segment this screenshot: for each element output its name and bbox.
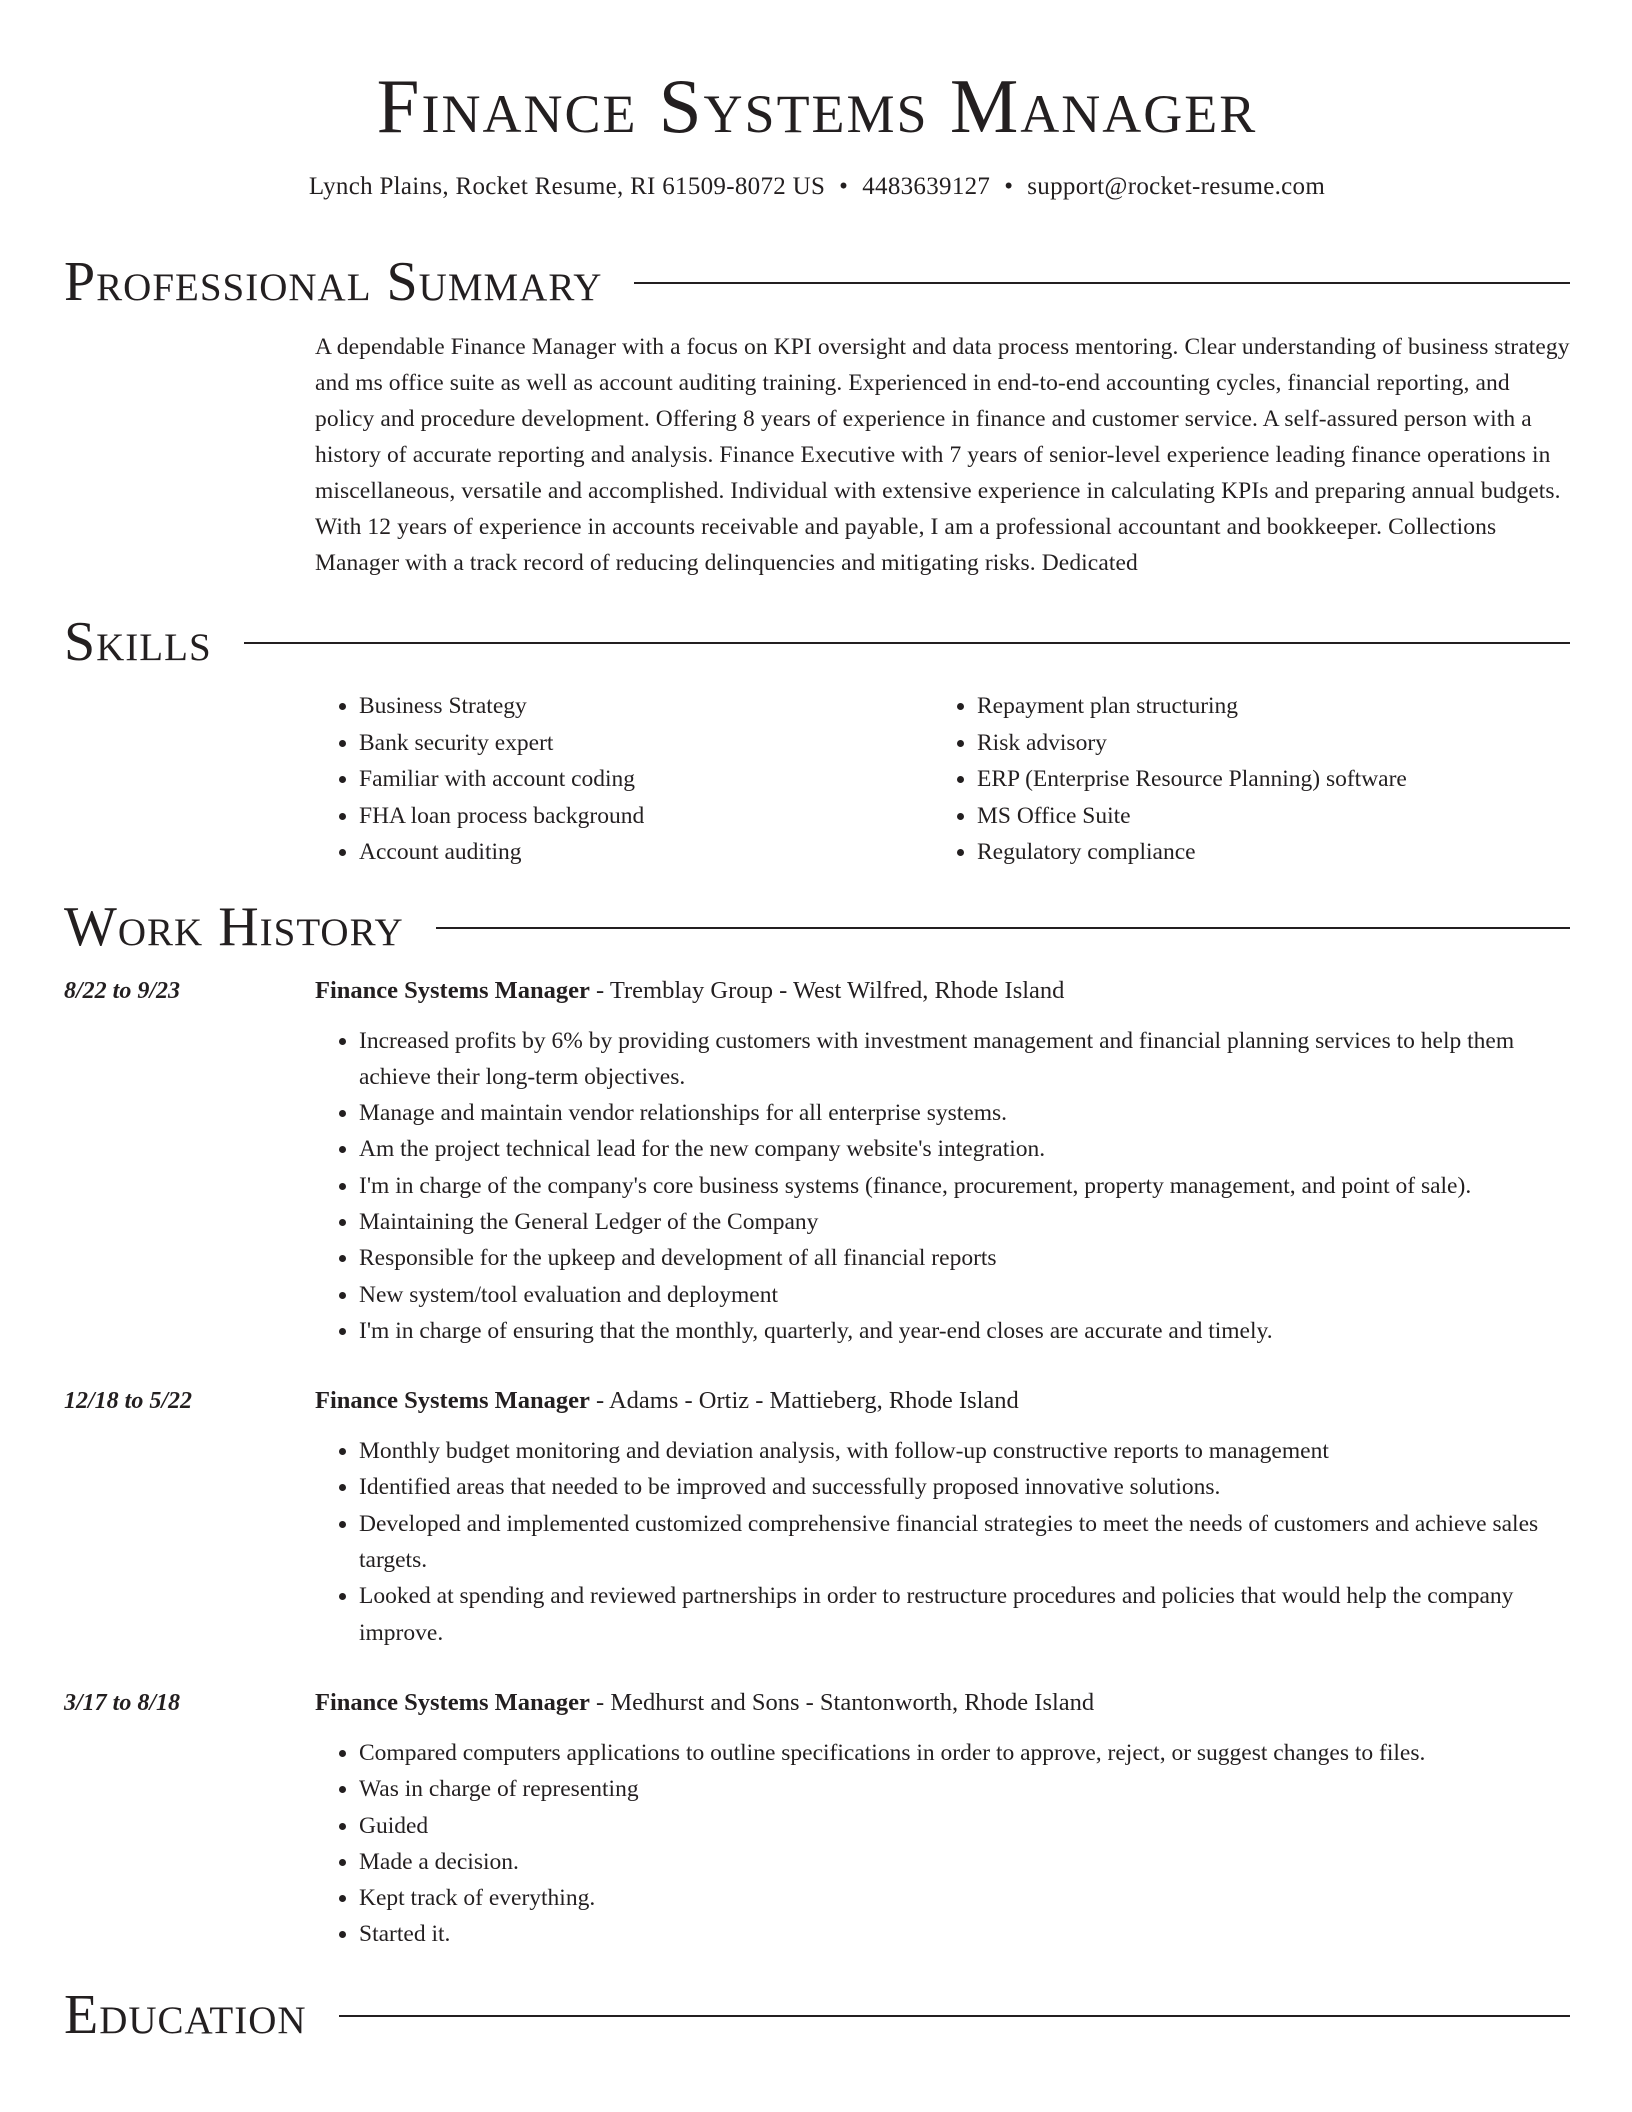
skills-heading: Skills xyxy=(64,611,212,673)
summary-heading: Professional Summary xyxy=(64,251,603,313)
job-title: Finance Systems Manager xyxy=(315,1387,590,1415)
job-bullet: • Monthly budget monitoring and deviation analysis, with follow-up constructive reports to management xyxy=(359,1433,1570,1469)
job-bullet: • Made a decision. xyxy=(359,1844,1570,1880)
job-bullet: • Am the project technical lead for the new company website's integration. xyxy=(359,1131,1570,1167)
job-bullet: • Developed and implemented customized comprehensive financial strategies to meet the needs of customers and achieve sales targets. xyxy=(359,1506,1570,1579)
job-header xyxy=(64,1685,1570,1721)
job-entry xyxy=(64,973,1570,1350)
contact-separator: • xyxy=(1004,173,1014,200)
skill-item: • Bank security expert xyxy=(359,725,933,762)
job-company-location: - Adams - Ortiz - Mattieberg, Rhode Island xyxy=(589,1387,1019,1415)
job-entry xyxy=(64,1685,1570,1953)
contact-separator: • xyxy=(839,173,849,200)
job-header xyxy=(64,973,1570,1009)
job-bullet: • Looked at spending and reviewed partnerships in order to restructure procedures and policies that would help the company improve. xyxy=(359,1578,1570,1651)
job-bullet: • Guided xyxy=(359,1808,1570,1844)
job-title: Finance Systems Manager xyxy=(315,1688,590,1716)
job-bullet: • Maintaining the General Ledger of the Company xyxy=(359,1204,1570,1240)
skill-item: • Business Strategy xyxy=(359,688,933,725)
job-bullet: • New system/tool evaluation and deployment xyxy=(359,1277,1570,1313)
section-divider xyxy=(244,642,1570,644)
job-bullet: • Compared computers applications to outline specifications in order to approve, reject, or suggest changes to files. xyxy=(359,1735,1570,1771)
section-divider xyxy=(339,2015,1570,2017)
job-bullet: • Responsible for the upkeep and development of all financial reports xyxy=(359,1240,1570,1276)
job-bullet: • Was in charge of representing xyxy=(359,1771,1570,1807)
job-bullet: • I'm in charge of the company's core business systems (finance, procurement, property management, and point of sale). xyxy=(359,1168,1570,1204)
skills-section-heading xyxy=(64,610,1570,674)
skill-item: • Repayment plan structuring xyxy=(977,688,1570,725)
job-company-location: - Tremblay Group - West Wilfred, Rhode Island xyxy=(589,976,1065,1004)
job-bullet: • Kept track of everything. xyxy=(359,1880,1570,1916)
job-bullet: • Increased profits by 6% by providing customers with investment management and financial planning services to help them achieve their long-term objectives. xyxy=(359,1023,1570,1096)
work-section-heading xyxy=(64,895,1570,959)
job-bullet: • Started it. xyxy=(359,1916,1570,1952)
work-heading: Work History xyxy=(64,895,404,958)
job-dates: 8/22 to 9/23 xyxy=(64,977,181,1004)
skill-item: • ERP (Enterprise Resource Planning) software xyxy=(977,761,1570,798)
job-bullet: • I'm in charge of ensuring that the monthly, quarterly, and year-end closes are accurate and timely. xyxy=(359,1313,1570,1349)
email: support@rocket-resume.com xyxy=(1027,173,1326,200)
resume-page xyxy=(64,0,1570,2047)
job-company-location: - Medhurst and Sons - Stantonworth, Rhode Island xyxy=(589,1688,1095,1716)
skill-item: • MS Office Suite xyxy=(977,798,1570,835)
job-title-line xyxy=(315,1685,1094,1721)
section-divider xyxy=(634,282,1570,284)
job-bullets xyxy=(315,1023,1570,1350)
job-bullets xyxy=(315,1735,1570,1953)
job-title-line xyxy=(315,1383,1019,1419)
skill-item: • Account auditing xyxy=(359,834,933,871)
skill-item: • Risk advisory xyxy=(977,725,1570,762)
job-bullet: • Manage and maintain vendor relationships for all enterprise systems. xyxy=(359,1095,1570,1131)
job-title-line xyxy=(315,973,1064,1009)
skill-item: • Regulatory compliance xyxy=(977,834,1570,871)
skill-item: • Familiar with account coding xyxy=(359,761,933,798)
contact-line xyxy=(64,172,1570,202)
address: Lynch Plains, Rocket Resume, RI 61509-8072 US xyxy=(308,173,826,200)
section-divider xyxy=(436,927,1570,929)
job-title: Finance Systems Manager xyxy=(315,976,590,1004)
phone: 4483639127 xyxy=(862,173,991,200)
job-entry xyxy=(64,1383,1570,1651)
job-bullets xyxy=(315,1433,1570,1651)
job-header xyxy=(64,1383,1570,1419)
candidate-name: Finance Systems Manager xyxy=(376,63,1258,149)
skill-item: • FHA loan process background xyxy=(359,798,933,835)
skills-list xyxy=(315,688,1570,871)
education-heading: Education xyxy=(64,1983,307,2046)
job-dates: 12/18 to 5/22 xyxy=(64,1388,193,1415)
job-dates: 3/17 to 8/18 xyxy=(64,1689,181,1716)
job-bullet: • Identified areas that needed to be improved and successfully proposed innovative solutions. xyxy=(359,1469,1570,1505)
skills-column-2 xyxy=(933,688,1570,871)
education-section-heading xyxy=(64,1983,1570,2047)
summary-section-heading xyxy=(64,250,1570,314)
summary-text: A dependable Finance Manager with a focus on KPI oversight and data process mentoring. Clear understanding of business strategy and ms office suite as well as account auditing training. Experienced in end-to-end accounting cycles, financial reporting, and policy and procedure development. Offering 8 years of experience in finance and customer service. A self-assured person with a history of accurate reporting and analysis. Finance Executive with 7 years of senior-level experience leading finance operations in miscellaneous, versatile and accomplished. Individual with extensive experience in calculating KPIs and preparing annual budgets. With 12 years of experience in accounts receivable and payable, I am a professional accountant and bookkeeper. Collections Manager with a track record of reducing delinquencies and mitigating risks. Dedicated xyxy=(315,334,1570,576)
skills-column-1 xyxy=(315,688,933,871)
